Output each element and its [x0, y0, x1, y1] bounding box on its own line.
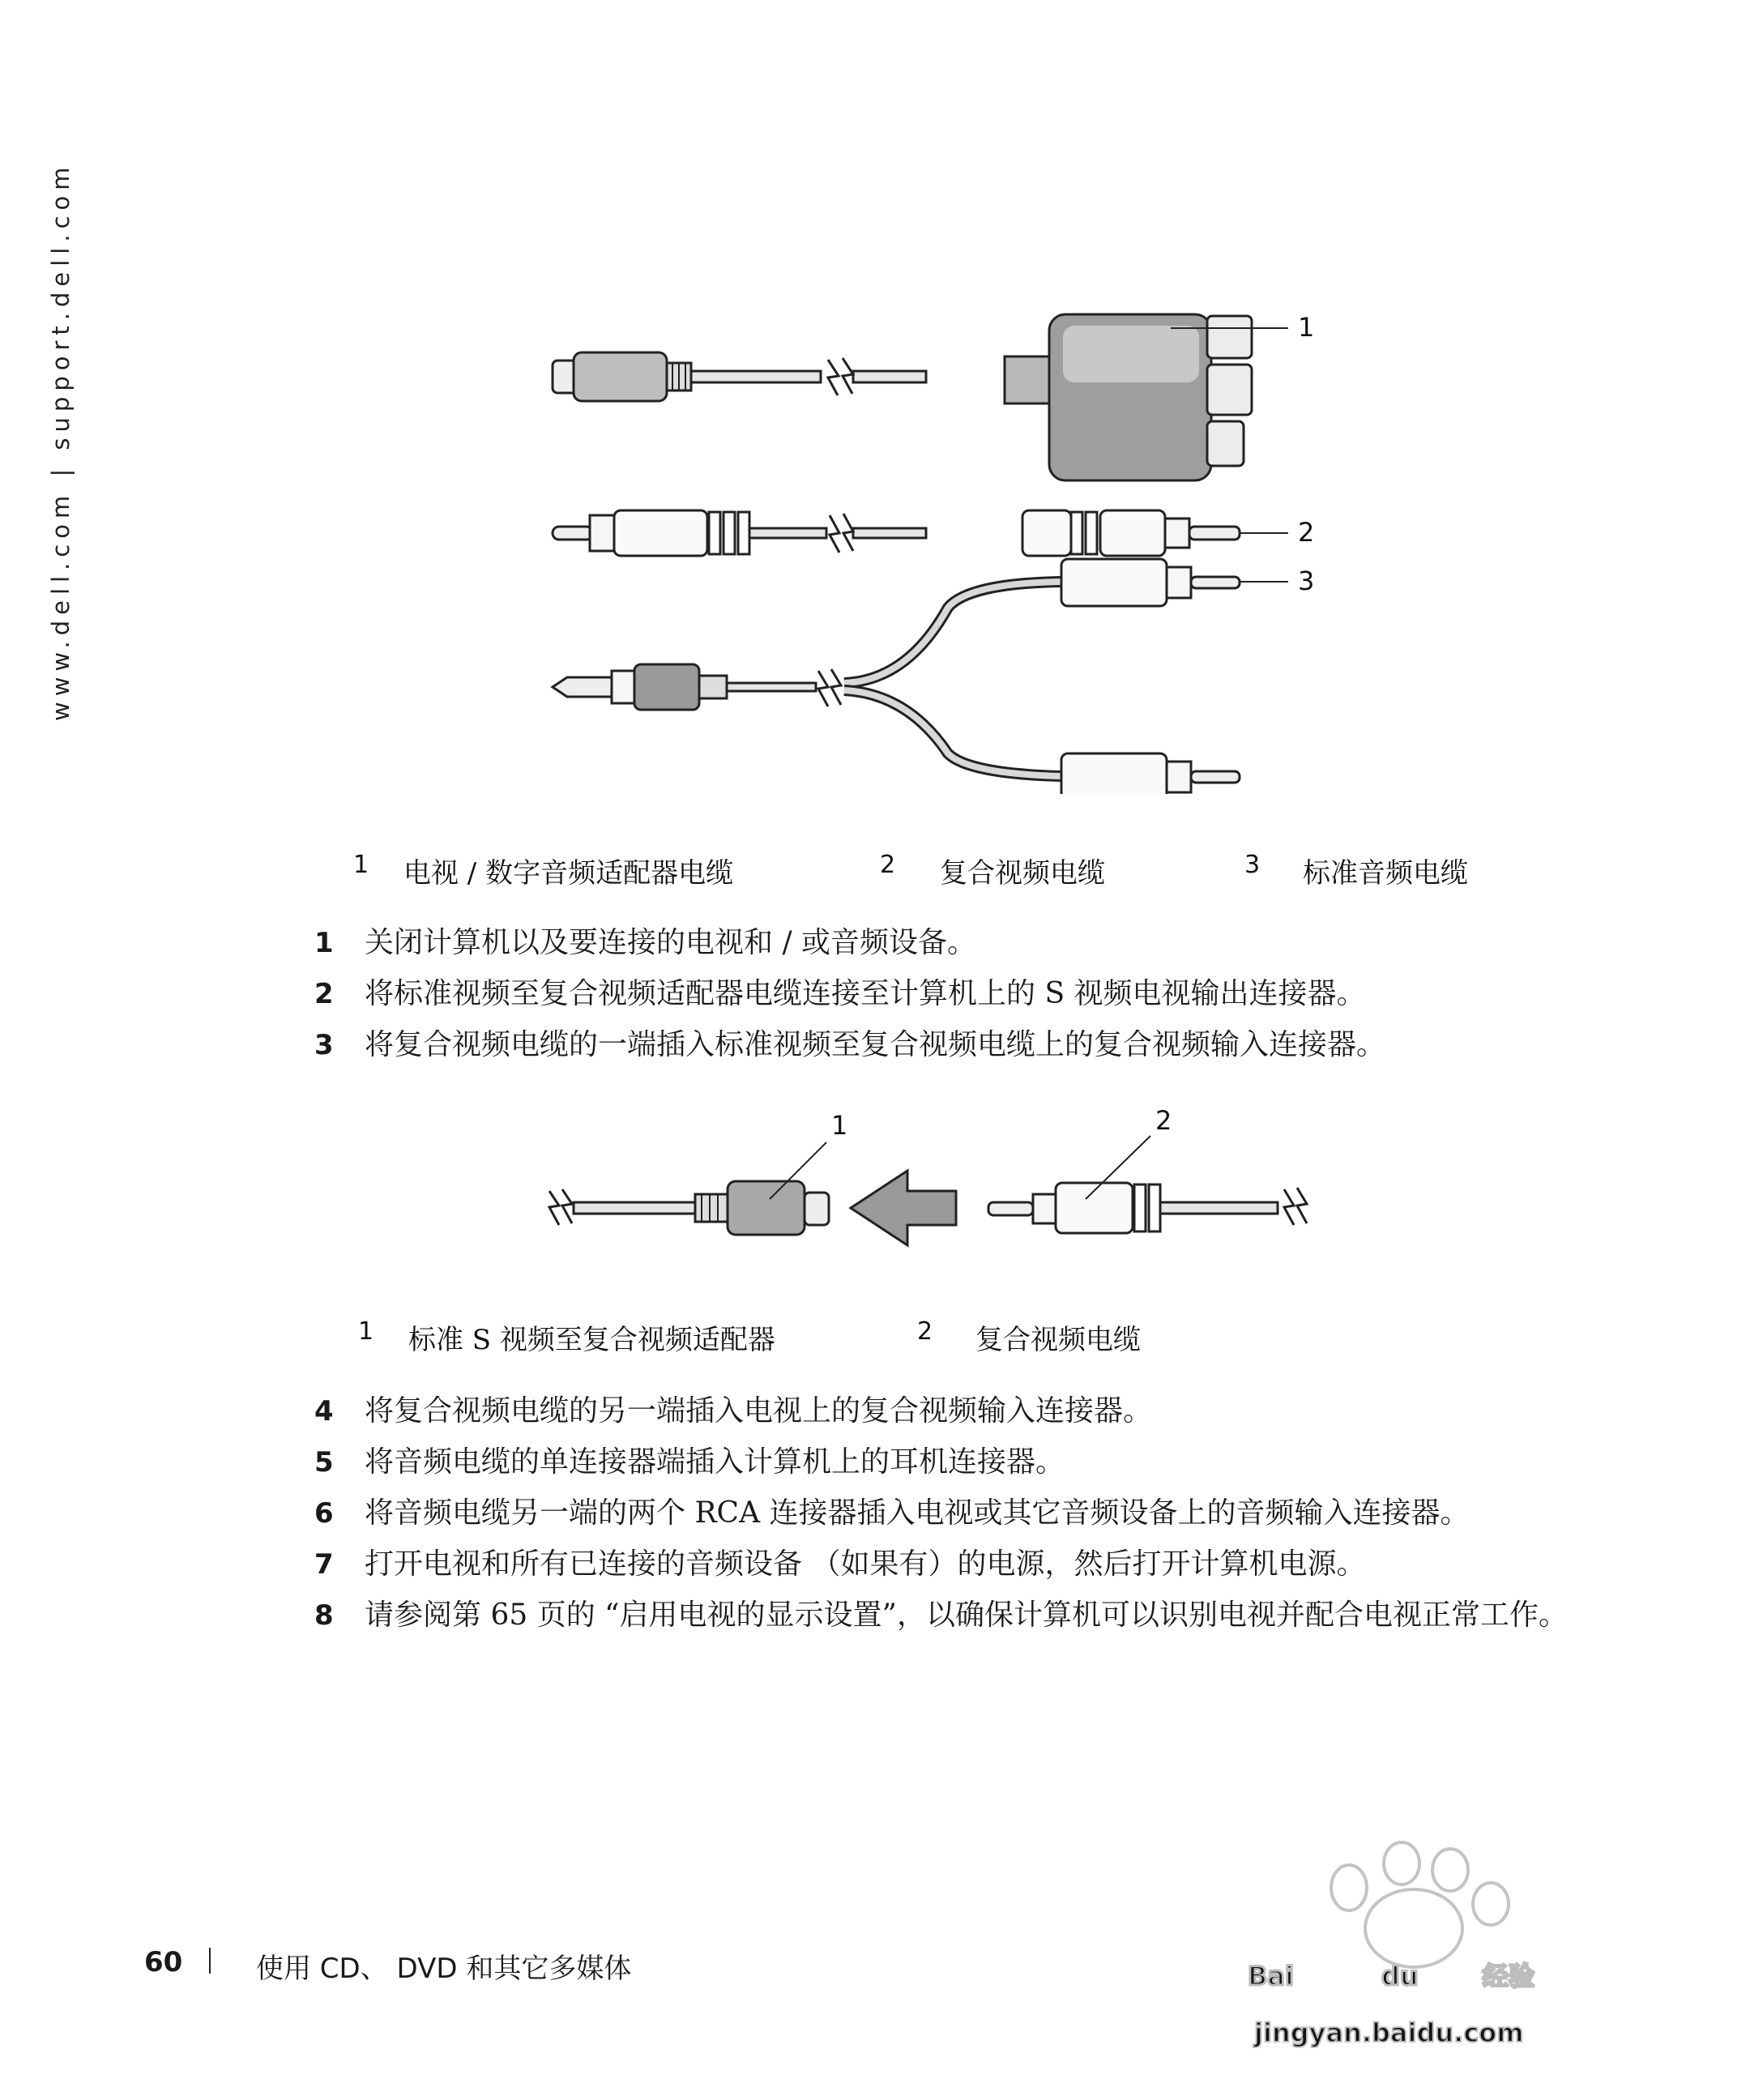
watermark-url-text: jingyan.baidu.com: [1254, 2017, 1524, 2048]
legend-num: 1: [358, 1317, 374, 1346]
sidebar-url: [47, 161, 96, 721]
legend-label: 复合视频电缆: [975, 1324, 1141, 1356]
cables-figure: [527, 275, 1418, 794]
step-item: [314, 1494, 1627, 1533]
figure2-legend: [358, 1317, 1168, 1358]
step-number: 4: [314, 1395, 334, 1428]
section-title: 使用 CD、 DVD 和其它多媒体: [256, 1953, 632, 1985]
figure1-legend: [353, 851, 1569, 891]
adapter-connection-figure: [527, 1102, 1377, 1256]
step-number: 5: [314, 1446, 334, 1479]
figure1-callout-2: 2: [1298, 517, 1315, 548]
step-text: 请参阅第 65 页的 “启用电视的显示设置”，以确保计算机可以识别电视并配合电视正常工作。: [365, 1598, 1568, 1632]
step-text: 将复合视频电缆的一端插入标准视频至复合视频电缆上的复合视频输入连接器。: [365, 1028, 1386, 1061]
baidu-watermark: [1248, 1839, 1669, 2058]
steps-list-b: [314, 1392, 1627, 1647]
step-text: 将音频电缆的单连接器端插入计算机上的耳机连接器。: [365, 1445, 1065, 1479]
s-video-adapter: [728, 1181, 805, 1235]
composite-video-cable: [553, 510, 1288, 556]
arrow-left-icon: [851, 1171, 956, 1245]
figure1-callout-3: 3: [1298, 566, 1315, 596]
step-number: 3: [314, 1029, 334, 1061]
cables-illustration: [527, 275, 1418, 794]
sidebar-url-text[interactable]: www.dell.com | support.dell.com: [47, 161, 75, 721]
step-number: 2: [314, 978, 334, 1010]
legend-label: 电视 / 数字音频适配器电缆: [403, 857, 734, 890]
legend-label: 标准音频电缆: [1303, 857, 1468, 890]
legend-label: 复合视频电缆: [940, 857, 1105, 890]
step-text: 关闭计算机以及要连接的电视和 / 或音频设备。: [365, 926, 977, 959]
watermark-brand-text: 经验: [1483, 1961, 1535, 1991]
step-text: 将复合视频电缆的另一端插入电视上的复合视频输入连接器。: [365, 1394, 1153, 1428]
figure2-callout-1: 1: [831, 1110, 848, 1141]
step-number: 1: [314, 927, 334, 959]
baidu-paw-logo-icon: [1248, 1839, 1669, 2058]
step-item: [314, 1596, 1627, 1635]
figure2-callout-2: 2: [1155, 1105, 1172, 1136]
adapter-connection-illustration: [527, 1102, 1377, 1256]
step-item: [314, 1026, 1627, 1065]
step-number: 8: [314, 1599, 334, 1632]
legend-num: 2: [917, 1317, 933, 1346]
step-item: [314, 1392, 1627, 1431]
legend-label: 标准 S 视频至复合视频适配器: [408, 1324, 775, 1356]
steps-list-a: [314, 924, 1627, 1077]
step-item: [314, 975, 1627, 1014]
step-item: [314, 924, 1627, 962]
step-item: [314, 1545, 1627, 1584]
step-text: 将音频电缆另一端的两个 RCA 连接器插入电视或其它音频设备上的音频输入连接器。: [365, 1496, 1470, 1530]
step-text: 将标准视频至复合视频适配器电缆连接至计算机上的 S 视频电视输出连接器。: [365, 977, 1366, 1010]
standard-audio-cable: [553, 559, 1288, 794]
figure1-callout-1: 1: [1298, 312, 1315, 343]
step-number: 6: [314, 1497, 334, 1530]
step-number: 7: [314, 1548, 334, 1581]
step-text: 打开电视和所有已连接的音频设备 （如果有）的电源，然后打开计算机电源。: [365, 1547, 1366, 1581]
step-item: [314, 1443, 1627, 1482]
footer-divider: [209, 1948, 211, 1974]
legend-num: 3: [1244, 851, 1261, 879]
tv-digital-audio-adapter-cable: [553, 314, 1288, 480]
legend-num: 1: [353, 851, 369, 879]
watermark-brand-text: du: [1381, 1961, 1419, 1991]
watermark-brand-text: Bai: [1248, 1961, 1294, 1991]
page-number: 60: [144, 1946, 183, 1978]
legend-num: 2: [880, 851, 896, 879]
